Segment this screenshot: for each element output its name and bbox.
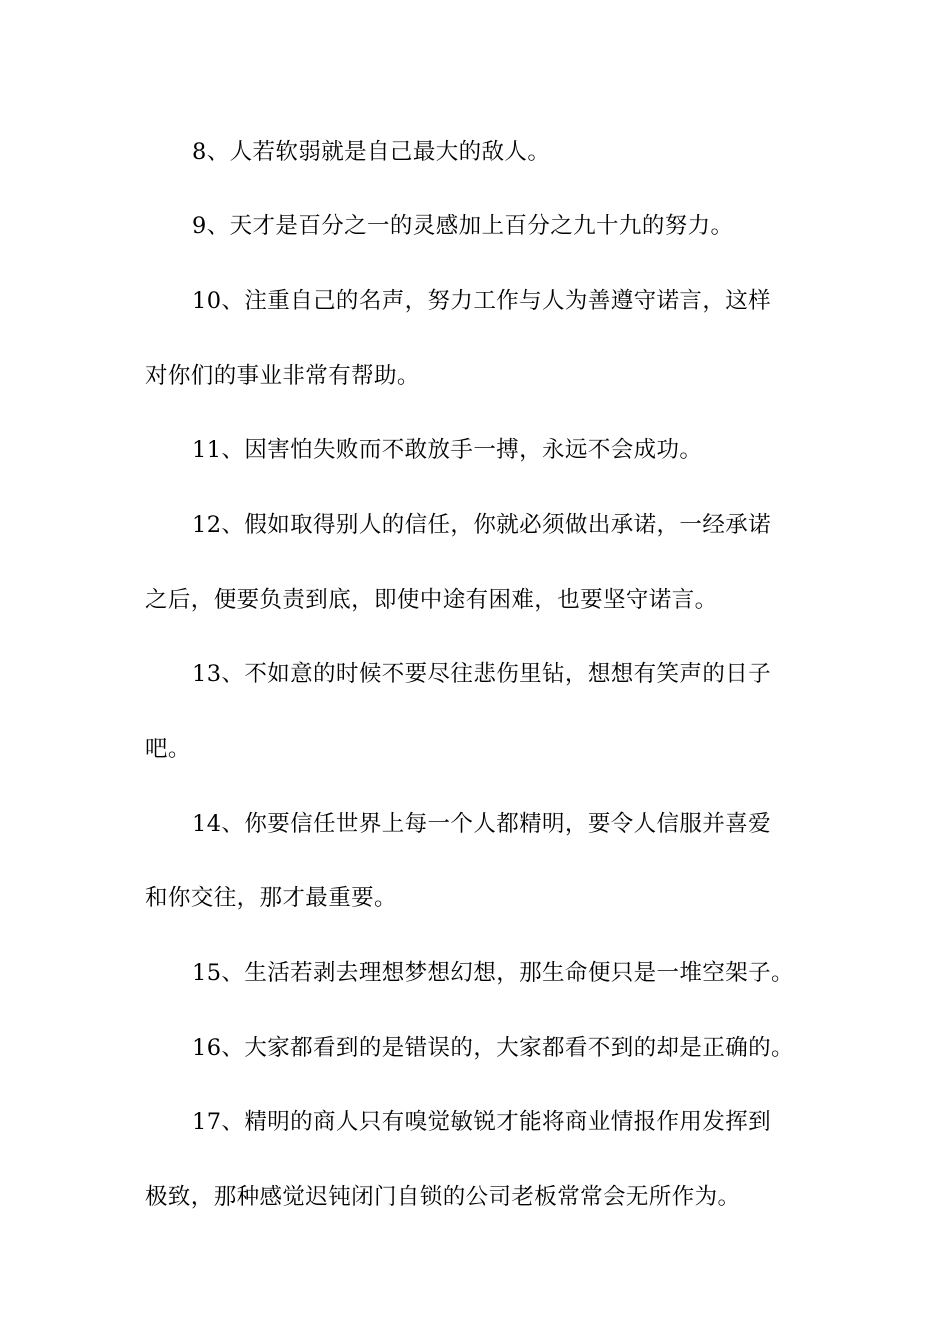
quote-13-line-1: 13、不如意的时候不要尽往悲伤里钻，想想有笑声的日子: [192, 661, 772, 687]
quote-11-line-1: 11、因害怕失败而不敢放手一搏，永远不会成功。: [192, 437, 703, 463]
quote-15-line-1: 15、生活若剥去理想梦想幻想，那生命便只是一堆空架子。: [192, 960, 794, 986]
quote-14-line-2: 和你交往，那才最重要。: [145, 885, 397, 911]
quote-10-line-2: 对你们的事业非常有帮助。: [145, 363, 420, 389]
quote-9-line-1: 9、天才是百分之一的灵感加上百分之九十九的努力。: [192, 213, 734, 239]
quote-16-line-1: 16、大家都看到的是错误的，大家都看不到的却是正确的。: [192, 1035, 794, 1061]
quote-13-line-2: 吧。: [145, 736, 191, 762]
quote-8-line-1: 8、人若软弱就是自己最大的敌人。: [192, 139, 551, 165]
quote-14-line-1: 14、你要信任世界上每一个人都精明，要令人信服并喜爱: [192, 811, 772, 837]
quote-17-line-2: 极致，那种感觉迟钝闭门自锁的公司老板常常会无所作为。: [145, 1184, 741, 1210]
quote-17-line-1: 17、精明的商人只有嗅觉敏锐才能将商业情报作用发挥到: [192, 1109, 772, 1135]
quote-12-line-2: 之后，便要负责到底，即使中途有困难，也要坚守诺言。: [145, 587, 718, 613]
quote-12-line-1: 12、假如取得别人的信任，你就必须做出承诺，一经承诺: [192, 512, 772, 538]
quote-10-line-1: 10、注重自己的名声，努力工作与人为善遵守诺言，这样: [192, 288, 772, 314]
